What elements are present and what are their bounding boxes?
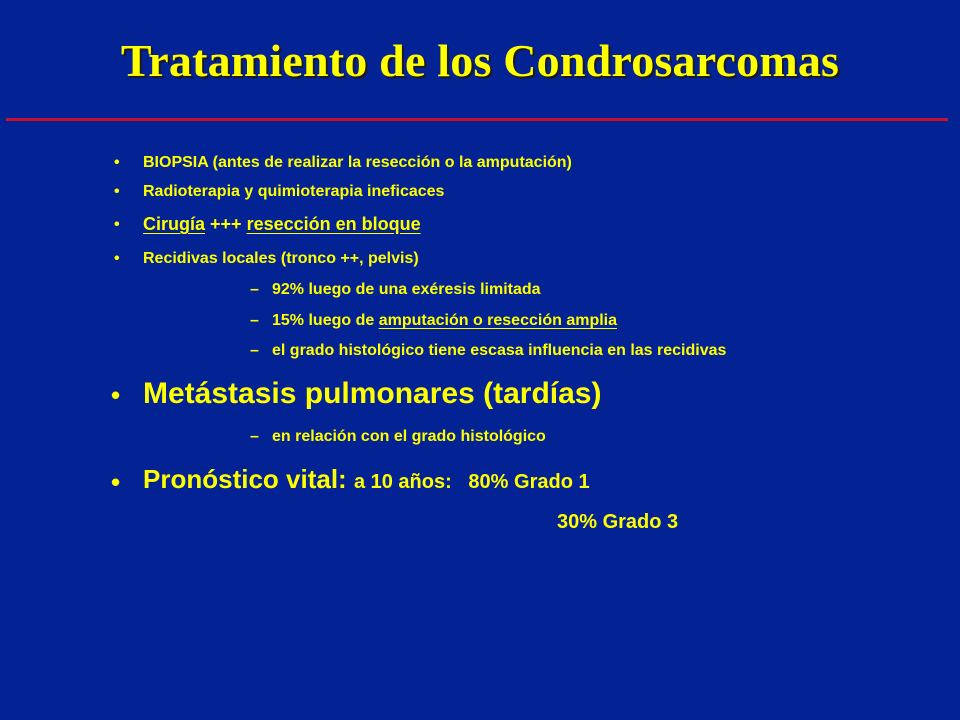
pronostico-label: Pronóstico vital (143, 464, 339, 494)
slide-title: Tratamiento de los Condrosarcomas (120, 35, 840, 86)
list-item-radioterapia: Radioterapia y quimioterapia ineficaces (143, 183, 445, 200)
sub-item-15 (272, 312, 617, 330)
cirugia-plus: +++ (205, 214, 247, 234)
bullet-marker: • (111, 380, 121, 410)
dash-marker: – (250, 281, 259, 298)
pronostico-grado1: a 10 años: 80% Grado 1 (353, 471, 590, 493)
bullet-marker: • (111, 467, 121, 497)
list-item-cirugia (143, 214, 421, 235)
list-item-biopsia: BIOPSIA (antes de realizar la resección o la amputación) (143, 154, 572, 171)
pronostico-grado3: 30% Grado 3 (557, 511, 679, 533)
title-divider (6, 118, 948, 121)
dash-marker: – (250, 342, 259, 359)
dash-marker: – (250, 312, 259, 329)
sub-item-15-prefix: 15% luego de (272, 312, 379, 329)
amputacion-label: amputación o resección amplia (378, 312, 617, 329)
sub-item-grado: el grado histológico tiene escasa influencia en las recidivas (272, 342, 727, 359)
dash-marker: – (250, 428, 259, 445)
list-item-recidivas: Recidivas locales (tronco ++, pelvis) (143, 250, 419, 267)
sub-item-relacion: en relación con el grado histológico (272, 428, 546, 445)
bullet-marker: • (114, 216, 120, 233)
bullet-marker: • (114, 154, 120, 171)
pronostico-colon: : (338, 464, 354, 494)
cirugia-label: Cirugía (143, 214, 206, 234)
sub-item-92: 92% luego de una exéresis limitada (272, 281, 541, 298)
reseccion-bloque-label: resección en bloque (246, 214, 421, 234)
bullet-marker: • (114, 183, 120, 200)
list-item-metastasis: Metástasis pulmonares (tardías) (143, 377, 602, 410)
bullet-marker: • (114, 250, 120, 267)
list-item-pronostico (143, 464, 590, 495)
